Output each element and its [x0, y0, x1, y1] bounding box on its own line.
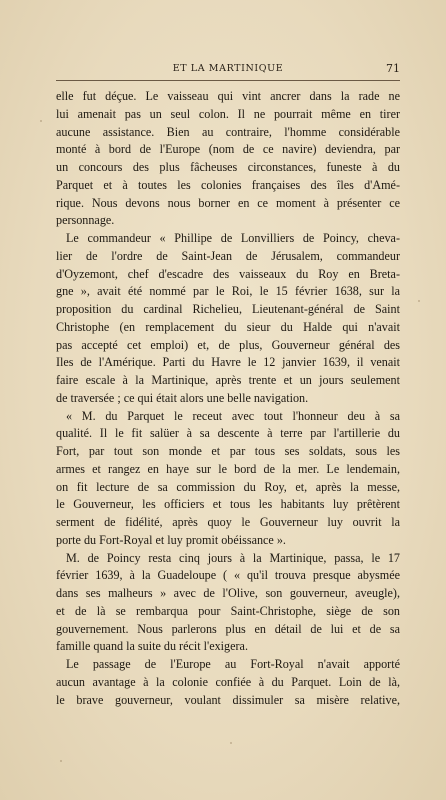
page-number: 71	[386, 62, 400, 75]
text-line: personnage.	[56, 213, 115, 228]
text-line: armes et rangez en haye sur le bord de la mer. Le lendemain,	[56, 461, 400, 476]
text-line: proposition du cardinal Richelieu, Lieutenant-général de Saint	[56, 302, 400, 316]
text-line: on fit lecture de sa commission du Roy, et, après la messe,	[56, 479, 400, 494]
paper-speckle	[230, 742, 232, 744]
text-line: lui amenait pas un seul colon. Il ne pourrait même en tirer	[56, 106, 400, 121]
text-line: serment de fidélité, après quoy le Gouverneur luy ouvrit la	[56, 515, 400, 529]
text-line: Fort, par tout son monde et par tous ses soldats, sous les	[56, 444, 400, 458]
text-line: monté à bord de l'Europe (nom de ce navire) deviendra, par	[56, 142, 400, 157]
text-line: Le passage de l'Europe au Fort-Royal n'avait apporté	[66, 657, 400, 671]
paragraph	[56, 550, 400, 657]
text-line: qualité. Il le fit salüer à sa descente à terre par l'artillerie du	[56, 426, 400, 441]
text-line: un concours des plus fâcheuses circonstances, funeste à du	[56, 160, 400, 174]
text-line: Parquet et à toutes les colonies françaises des îles d'Amé-	[56, 177, 400, 192]
paper-speckle	[60, 760, 62, 762]
text-line: d'Oyzemont, chef d'escadre des vaisseaux du Roy en Breta-	[56, 266, 400, 281]
text-line: gne », avait été nommé par le Roi, le 15 février 1638, sur la	[56, 284, 400, 299]
text-line: elle fut déçue. Le vaisseau qui vint ancrer dans la rade ne	[56, 89, 400, 103]
text-line: Le commandeur « Phillipe de Lonvilliers de Poincy, cheva-	[66, 231, 400, 245]
text-line: dans ses malheurs » avec de l'Olive, son gouverneur, aveugle),	[56, 586, 400, 600]
text-line: rique. Nous devons nous borner en ce moment à présenter ce	[56, 195, 400, 210]
header-rule	[56, 80, 400, 81]
paper-speckle	[40, 120, 42, 122]
text-line: pas accepté cet emploi) et, de plus, Gouverneur général des	[56, 337, 400, 352]
text-line: M. de Poincy resta cinq jours à la Martinique, passa, le 17	[66, 550, 400, 565]
running-title: ET LA MARTINIQUE	[172, 63, 284, 74]
text-line: aucun avantage à la colonie confiée à du Parquet. Loin de là,	[56, 674, 400, 689]
paragraph	[56, 408, 400, 550]
text-line: famille quand la suite du récit l'exigera.	[56, 639, 248, 654]
text-line: lier de l'ordre de Saint-Jean de Jérusalem, commandeur	[56, 248, 400, 263]
text-line: février 1639, à la Guadeloupe ( « qu'il trouva presque abysmée	[56, 568, 400, 583]
text-line: porte du Fort-Royal et luy promit obéissance ».	[56, 532, 286, 547]
text-line: le Gouverneur, les officiers et tous les habitants luy prêtèrent	[56, 497, 400, 512]
paper-speckle	[418, 300, 420, 302]
text-line: gouvernement. Nous parlerons plus en détail de lui et de sa	[56, 621, 400, 636]
text-line: Iles de l'Amérique. Parti du Havre le 12 janvier 1639, il venait	[56, 355, 400, 370]
text-line: Christophe (en remplacement du sieur du Halde qui n'avait	[56, 319, 400, 334]
page-header	[56, 63, 400, 79]
text-line: faire escale à la Martinique, après trente et un jours seulement	[56, 373, 400, 387]
body-text	[56, 88, 400, 709]
text-line: aucune assistance. Bien au contraire, l'homme considérable	[56, 124, 400, 139]
text-line: et de là se rembarqua pour Saint-Christophe, siège de son	[56, 603, 400, 618]
text-line: le brave gouverneur, voulant dissimuler sa misère relative,	[56, 692, 400, 707]
paragraph	[56, 230, 400, 408]
text-line: de traversée ; ce qui était alors une belle navigation.	[56, 390, 309, 405]
text-line: « M. du Parquet le receut avec tout l'honneur deu à sa	[66, 408, 400, 423]
paragraph	[56, 656, 400, 709]
paragraph	[56, 88, 400, 230]
